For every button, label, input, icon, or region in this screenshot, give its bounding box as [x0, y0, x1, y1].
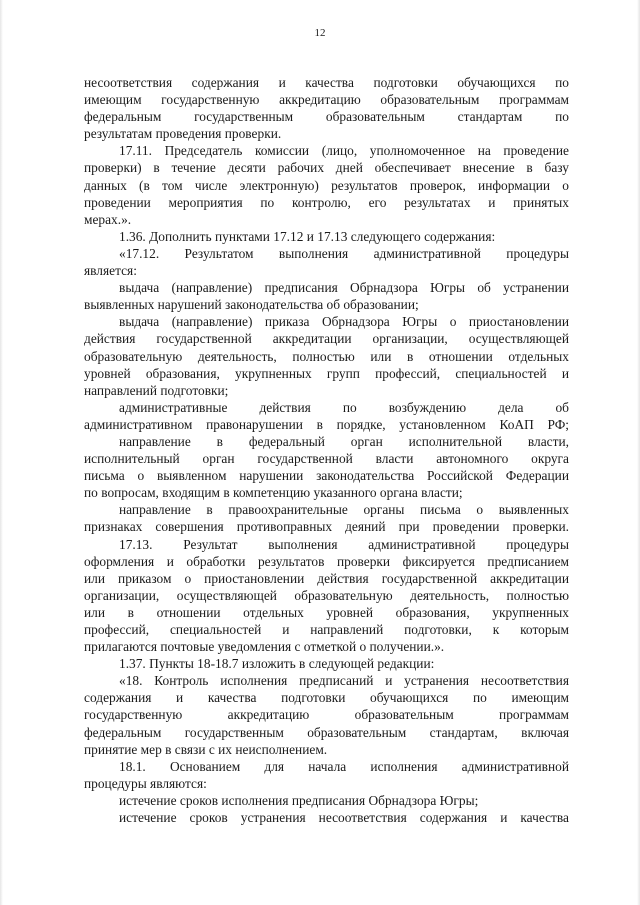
text-line: 1.36. Дополнить пунктами 17.12 и 17.13 следующего содержания:	[119, 228, 496, 244]
text-line: письма о выявленном нарушении законодательства Российской Федерации	[84, 468, 569, 484]
text-line: профессий, специальностей и направлений подготовки, к которым	[84, 622, 569, 637]
text-line: направление в правоохранительные органы письма о выявленных	[119, 502, 569, 518]
text-line: мерах.».	[84, 211, 132, 227]
text-line: прилагаются почтовые уведомления с отметкой о получении.».	[84, 639, 445, 655]
text-line: федеральным государственным образовательным стандартам, включая	[84, 724, 569, 740]
text-line: «17.12. Результатом выполнения административной процедуры	[119, 245, 569, 261]
document-body	[84, 74, 569, 826]
text-line: выдача (направление) приказа Обрнадзора Югры о приостановлении	[119, 314, 569, 330]
text-line: признаках совершения противоправных деяний при проведении проверки.	[84, 519, 569, 535]
text-line: имеющим государственную аккредитацию образовательным программам	[84, 92, 569, 108]
text-line: проверки) в течение десяти рабочих дней обеспечивает внесение в базу	[84, 160, 569, 176]
text-line: уровней образования, укрупненных групп профессий, специальностей и	[84, 365, 569, 381]
text-line: несоответствия содержания и качества подготовки обучающихся по	[84, 75, 569, 90]
text-line: действия государственной аккредитации организации, осуществляющей	[84, 331, 569, 347]
text-line: содержания и качества подготовки обучающихся по имеющим	[84, 690, 569, 706]
text-line: административном правонарушении в порядке, установленном КоАП РФ;	[84, 416, 569, 432]
text-line: образовательную деятельность, полностью или в отношении отдельных	[84, 348, 569, 364]
text-line: «18. Контроль исполнения предписаний и устранения несоответствия	[119, 673, 569, 689]
text-line: по вопросам, входящим в компетенцию указанного органа власти;	[84, 485, 463, 501]
text-line: результатам проведения проверки.	[84, 126, 282, 142]
text-line: 17.13. Результат выполнения административной процедуры	[119, 536, 569, 552]
text-line: направлений подготовки;	[84, 382, 229, 398]
text-line: принятие мер в связи с их неисполнением.	[84, 741, 328, 757]
text-line: 18.1. Основанием для начала исполнения административной	[119, 758, 569, 774]
text-line: проведении мероприятия по контролю, его результатах и принятых	[84, 194, 569, 210]
scan-edge-left	[0, 0, 3, 905]
text-line: государственную аккредитацию образовательным программам	[84, 707, 569, 723]
text-line: или в отношении отдельных уровней образования, укрупненных	[84, 604, 569, 620]
text-line: оформления и обработки результатов проверки фиксируется предписанием	[84, 553, 569, 569]
text-line: направление в федеральный орган исполнительной власти,	[119, 433, 569, 449]
text-line: федеральным государственным образовательным стандартам по	[84, 109, 569, 125]
text-line: процедуры являются:	[84, 775, 207, 791]
text-line: истечение сроков устранения несоответствия содержания и качества	[119, 810, 569, 826]
text-line: 1.37. Пункты 18-18.7 изложить в следующей редакции:	[119, 656, 435, 672]
text-line: 17.11. Председатель комиссии (лицо, уполномоченное на проведение	[119, 143, 569, 159]
text-line: данных (в том числе электронную) результатов проверок, информации о	[84, 177, 569, 193]
text-line: является:	[84, 263, 137, 279]
text-line: административные действия по возбуждению дела об	[119, 399, 569, 415]
page-number: 12	[314, 27, 326, 39]
text-line: или приказом о приостановлении действия государственной аккредитации	[84, 570, 569, 586]
text-line: выдача (направление) предписания Обрнадзора Югры об устранении	[119, 280, 569, 296]
text-line: организации, осуществляющей образовательную деятельность, полностью	[84, 587, 569, 603]
text-line: истечение сроков исполнения предписания Обрнадзора Югры;	[119, 792, 479, 808]
text-line: исполнительный орган государственной власти автономного округа	[84, 451, 569, 467]
text-line: выявленных нарушений законодательства об образовании;	[84, 297, 419, 313]
